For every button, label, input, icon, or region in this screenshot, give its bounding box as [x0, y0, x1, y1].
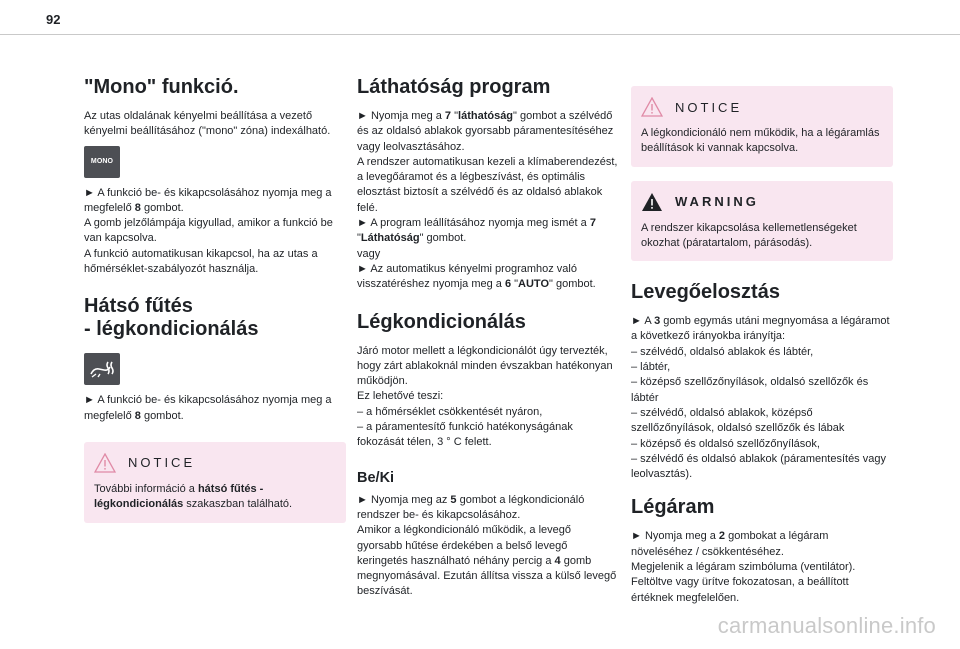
section-title-distribution: Levegőelosztás — [631, 281, 780, 304]
warning-text: A rendszer kikapcsolása kellemetlenségeket okozhat (páratartalom, párásodás). — [641, 221, 857, 249]
rear-climate-instruction: ► A funkció be- és kikapcsolásához nyomja meg a megfelelő 8 gombot. — [84, 394, 332, 422]
visibility-auto: ► Az automatikus kényelmi programhoz való visszatéréshez nyomja meg a 6 "AUTO" gombot. — [357, 262, 596, 291]
airflow-description: Megjelenik a légáram szimbóluma (ventilátor). Feltöltve vagy ürítve fokozatosan, a beállított értéknek megfelelően. — [631, 561, 856, 604]
distribution-item: – szélvédő és oldalsó ablakok (páramentesítés vagy leolvasztás). — [631, 452, 886, 481]
ac-item-winter: – a páramentesítő funkció hatékonyságának fokozását télen, 3 ° C felett. — [357, 421, 573, 449]
section-title-onoff: Be/Ki — [357, 469, 395, 486]
warning-box — [631, 181, 893, 262]
notice-triangle-icon — [94, 453, 116, 473]
notice-title: NOTICE — [128, 455, 196, 471]
mono-instruction: ► A funkció be- és kikapcsolásához nyomja meg a megfelelő 8 gombot. — [84, 186, 332, 214]
ac-description: Járó motor mellett a légkondicionálót úgy tervezték, hogy zárt ablakoknál minden évszakban hatékonyan működjön. — [357, 344, 613, 388]
header-rule — [0, 34, 960, 35]
section-title-ac: Légkondicionálás — [357, 310, 526, 333]
onoff-instruction: ► Nyomja meg az 5 gombot a légkondicionáló rendszer be- és kikapcsolásához. — [357, 493, 585, 521]
section-title-rear-climate: Hátsó fűtés - légkondicionálás — [84, 295, 259, 341]
page-number: 92 — [46, 12, 61, 27]
visibility-description: A rendszer automatikusan kezeli a klímaberendezést, a levegőáramot és a légbeszívást, és optimális elosztást biztosít a szélvédő és az oldalsó ablakok felé. — [357, 155, 618, 214]
mono-button-icon — [84, 146, 120, 178]
notice-triangle-icon — [641, 97, 663, 117]
distribution-instruction: ► A 3 gomb egymás utáni megnyomása a légáramot a következő irányokba irányítja: — [631, 315, 890, 343]
notice-box-rear — [84, 442, 346, 523]
distribution-item: – szélvédő, oldalsó ablakok, középső szellőzőnyílások, oldalsó szellőzők és lábak — [631, 406, 845, 435]
notice-box-ac — [631, 86, 893, 167]
notice-text-ac: A légkondicionáló nem működik, ha a légáramlás beállítások ki vannak kapcsolva. — [641, 127, 880, 155]
section-title-airflow: Légáram — [631, 496, 715, 519]
notice-text-rear: További információ a hátsó fűtés - légkondicionálás szakaszban található. — [94, 482, 293, 511]
mono-auto-off-text: A funkció automatikusan kikapcsol, ha az utas a hőmérséklet-szabályozót használja. — [84, 247, 318, 276]
onoff-recirculation: Amikor a légkondicionáló működik, a levegő gyorsabb hűtése érdekében a belső levegő keringetés használható néhány percig a 4 gomb megnyomásával. Ezután állítsa vissza a külső levegő beszívását. — [357, 524, 617, 598]
airflow-instruction: ► Nyomja meg a 2 gombokat a légáram növeléséhez / csökkentéséhez. — [631, 530, 829, 558]
mono-intro: Az utas oldalának kényelmi beállítása a vezető kényelmi beállításához ("mono" zóna) indexálható. — [84, 110, 331, 138]
column-2 — [357, 76, 619, 600]
column-1 — [84, 76, 346, 523]
watermark: carmanualsonline.info — [717, 613, 936, 638]
mono-icon-label: MONO — [90, 157, 114, 165]
visibility-stop: ► A program leállításához nyomja meg ismét a 7 "Láthatóság" gombot. — [357, 217, 596, 245]
column-3 — [631, 86, 893, 606]
notice-title: NOTICE — [675, 99, 743, 115]
visibility-instruction: ► Nyomja meg a 7 "láthatóság" gombot a szélvédő és az oldalsó ablakok gyorsabb páramentesítéséhez vagy leolvasztásához. — [357, 110, 614, 153]
section-title-visibility: Láthatóság program — [357, 76, 551, 98]
distribution-item: – középső és oldalsó szellőzőnyílások, — [631, 437, 820, 450]
ac-item-summer: – a hőmérséklet csökkentését nyáron, — [357, 405, 543, 418]
mono-indicator-text: A gomb jelzőlámpája kigyullad, amikor a funkció be van kapcsolva. — [84, 217, 333, 245]
warning-triangle-icon — [641, 192, 663, 212]
warning-title: WARNING — [675, 194, 759, 210]
visibility-or: vagy — [357, 247, 381, 260]
ac-allows: Ez lehetővé teszi: — [357, 390, 444, 403]
distribution-item: – lábtér, — [631, 361, 671, 374]
section-title-mono: "Mono" funkció. — [84, 76, 239, 98]
rear-climate-icon — [84, 353, 120, 385]
distribution-item: – középső szellőzőnyílások, oldalsó szellőzők és lábtér — [631, 376, 869, 404]
distribution-item: – szélvédő, oldalsó ablakok és lábtér, — [631, 345, 814, 358]
